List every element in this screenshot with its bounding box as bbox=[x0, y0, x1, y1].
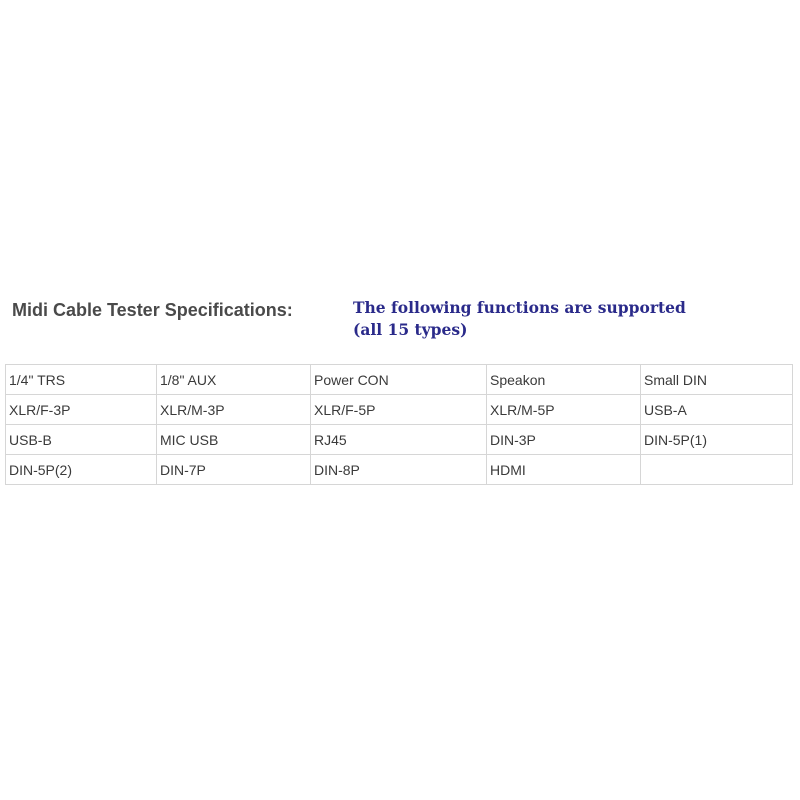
table-cell: DIN-5P(1) bbox=[641, 425, 793, 455]
spec-table bbox=[5, 364, 793, 485]
table-cell: USB-B bbox=[6, 425, 157, 455]
table-cell: DIN-5P(2) bbox=[6, 455, 157, 485]
table-cell bbox=[641, 455, 793, 485]
table-cell: DIN-3P bbox=[487, 425, 641, 455]
table-cell: 1/4" TRS bbox=[6, 365, 157, 395]
support-note-line-1: The following functions are supported bbox=[353, 298, 686, 317]
table-cell: XLR/M-3P bbox=[157, 395, 311, 425]
table-row bbox=[6, 425, 793, 455]
table-cell: Small DIN bbox=[641, 365, 793, 395]
table-cell: HDMI bbox=[487, 455, 641, 485]
table-row bbox=[6, 455, 793, 485]
spec-title: Midi Cable Tester Specifications: bbox=[12, 300, 293, 320]
support-note-line-2: (all 15 types) bbox=[353, 320, 468, 339]
table-cell: RJ45 bbox=[311, 425, 487, 455]
table-cell: DIN-8P bbox=[311, 455, 487, 485]
table-cell: XLR/M-5P bbox=[487, 395, 641, 425]
table-cell: XLR/F-5P bbox=[311, 395, 487, 425]
table-cell: XLR/F-3P bbox=[6, 395, 157, 425]
table-cell: 1/8" AUX bbox=[157, 365, 311, 395]
table-cell: DIN-7P bbox=[157, 455, 311, 485]
table-cell: USB-A bbox=[641, 395, 793, 425]
table-cell: Power CON bbox=[311, 365, 487, 395]
table-cell: MIC USB bbox=[157, 425, 311, 455]
table-cell: Speakon bbox=[487, 365, 641, 395]
supported-functions-note bbox=[353, 297, 686, 341]
table-row bbox=[6, 365, 793, 395]
table-row bbox=[6, 395, 793, 425]
